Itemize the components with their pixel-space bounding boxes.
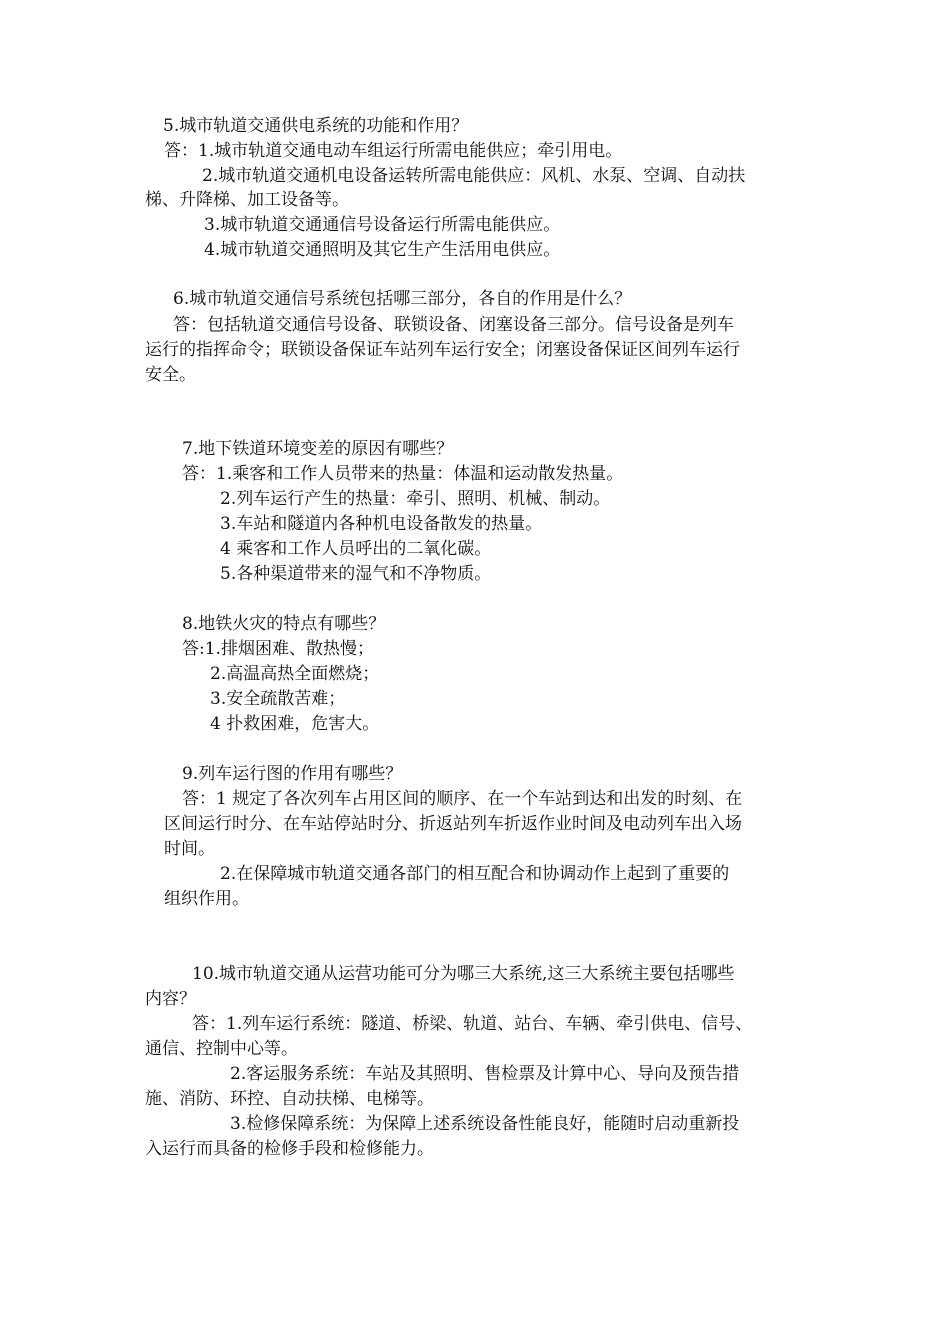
question-10-answer-line: 入运行而具备的检修手段和检修能力。 [145,1139,434,1159]
question-5-answer-line: 答：1.城市轨道交通电动车组运行所需电能供应；牵引用电。 [164,141,623,161]
question-9-answer-line: 区间运行时分、在车站停站时分、折返站列车折返作业时间及电动列车出入场 [164,814,742,834]
question-7-answer-line: 答：1.乘客和工作人员带来的热量：体温和运动散发热量。 [182,464,624,484]
question-10-answer-line: 施、消防、环控、自动扶梯、电梯等。 [145,1089,434,1109]
question-8-title: 8.地铁火灾的特点有哪些？ [182,614,386,634]
question-6-answer-line: 答：包括轨道交通信号设备、联锁设备、闭塞设备三部分。信号设备是列车 [173,315,734,335]
question-9-answer-line: 答：1 规定了各次列车占用区间的顺序、在一个车站到达和出发的时刻、在 [182,789,743,809]
question-10-answer-line: 3.检修保障系统：为保障上述系统设备性能良好，能随时启动重新投 [230,1114,740,1134]
question-8-answer-line: 答:1.排烟困难、散热慢； [182,639,374,659]
question-9-answer-line: 时间。 [164,839,215,859]
question-8-answer-line: 2.高温高热全面燃烧； [210,664,380,684]
question-10-title-continued: 内容？ [145,989,196,1009]
question-8-answer-line: 4 扑救困难，危害大。 [210,714,380,734]
question-5-answer-line: 3.城市轨道交通通信号设备运行所需电能供应。 [204,215,561,235]
question-9-title: 9.列车运行图的作用有哪些？ [182,764,403,784]
question-7-answer-line: 2.列车运行产生的热量：牵引、照明、机械、制动。 [220,489,611,509]
question-10-answer-line: 2.客运服务系统：车站及其照明、售检票及计算中心、导向及预告措 [230,1064,740,1084]
question-6-title: 6.城市轨道交通信号系统包括哪三部分，各自的作用是什么？ [173,289,632,309]
question-10-title: 10.城市轨道交通从运营功能可分为哪三大系统,这三大系统主要包括哪些 [192,964,735,984]
question-7-answer-line: 4 乘客和工作人员呼出的二氧化碳。 [220,539,492,559]
question-6-answer-line: 运行的指挥命令；联锁设备保证车站列车运行安全；闭塞设备保证区间列车运行 [145,340,740,360]
question-9-answer-line: 2.在保障城市轨道交通各部门的相互配合和协调动作上起到了重要的 [220,864,730,884]
question-8-answer-line: 3.安全疏散苦难； [210,689,346,709]
question-9-answer-line: 组织作用。 [164,889,249,909]
question-7-title: 7.地下铁道环境变差的原因有哪些？ [182,439,454,459]
question-10-answer-line: 答：1.列车运行系统：隧道、桥梁、轨道、站台、车辆、牵引供电、信号、 [192,1014,753,1034]
question-7-answer-line: 5.各种渠道带来的湿气和不净物质。 [220,564,492,584]
question-5-title: 5.城市轨道交通供电系统的功能和作用？ [163,116,469,136]
question-6-answer-line: 安全。 [145,365,196,385]
question-5-answer-line: 4.城市轨道交通照明及其它生产生活用电供应。 [204,240,561,260]
question-5-answer-line: 2.城市轨道交通机电设备运转所需电能供应：风机、水泵、空调、自动扶 [202,166,746,186]
question-5-answer-line: 梯、升降梯、加工设备等。 [145,190,349,210]
question-10-answer-line: 通信、控制中心等。 [145,1039,298,1059]
question-7-answer-line: 3.车站和隧道内各种机电设备散发的热量。 [220,514,543,534]
